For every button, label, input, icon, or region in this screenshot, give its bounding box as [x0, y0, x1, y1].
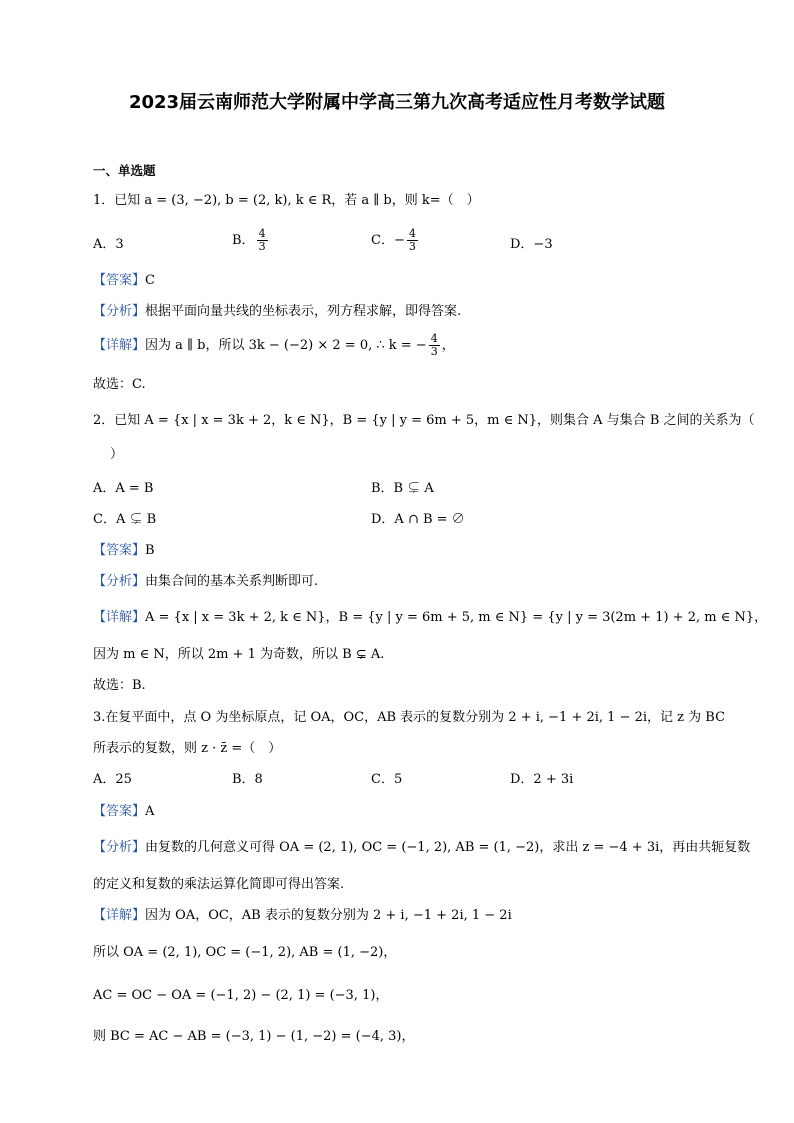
question-1-stem: 1．已知 a = (3, −2), b = (2, k), k ∈ R，若 a ∥ b，则 k=（ ） — [93, 193, 480, 208]
question-3-stem-cont: 所表示的复数，则 z · z̄ =（ ） — [93, 741, 282, 756]
q3-option-a: A．25 — [93, 772, 132, 787]
detail-tag: 【详解】 — [93, 610, 146, 625]
q1-option-a: A．3 — [93, 237, 124, 252]
q3-analysis-2: 的定义和复数的乘法运算化简即可得出答案. — [93, 877, 345, 892]
q1-analysis: 【分析】根据平面向量共线的坐标表示，列方程求解，即得答案. — [93, 304, 462, 319]
q1-option-b-fraction: $\frac{4}{3}$ — [258, 227, 266, 253]
q2-option-a: A．A = B — [93, 481, 154, 496]
analysis-tag: 【分析】 — [93, 840, 146, 855]
q1-option-d: D．−3 — [510, 237, 553, 252]
q2-analysis: 【分析】由集合间的基本关系判断即可. — [93, 574, 319, 589]
analysis-tag: 【分析】 — [93, 304, 146, 319]
detail-tag: 【详解】 — [93, 908, 146, 923]
answer-tag: 【答案】 — [93, 804, 146, 819]
q2-option-d: D．A ∩ B = ∅ — [371, 512, 465, 527]
q3-analysis: 【分析】由复数的几何意义可得 OA = (2, 1), OC = (−1, 2), AB = (1, −2)，求出 z = −4 + 3i，再由共轭复数 — [93, 840, 751, 855]
analysis-tag: 【分析】 — [93, 574, 146, 589]
q3-detail-3: AC = OC − OA = (−1, 2) − (2, 1) = (−3, 1)， — [93, 988, 389, 1003]
q2-conclusion: 故选：B. — [93, 678, 146, 693]
answer-tag: 【答案】 — [93, 273, 146, 288]
q3-option-b: B．8 — [232, 772, 263, 787]
question-3-stem: 3.在复平面中，点 O 为坐标原点，记 OA，OC，AB 表示的复数分别为 2 + i, −1 + 2i, 1 − 2i，记 z 为 BC — [93, 710, 726, 725]
q1-detail-fraction: $\frac{4}{3}$ — [430, 332, 438, 358]
q3-answer: 【答案】A — [93, 804, 155, 819]
q1-option-b: B． $\frac{4}{3}$ — [232, 227, 266, 253]
q1-conclusion: 故选：C. — [93, 377, 146, 392]
q2-detail-2: 因为 m ∈ N，所以 2m + 1 为奇数，所以 B ⊊ A. — [93, 647, 385, 662]
page-title: 2023届云南师范大学附属中学高三第九次高考适应性月考数学试题 — [128, 92, 666, 113]
question-2-stem-cont: ） — [110, 447, 124, 462]
q3-detail: 【详解】因为 OA，OC，AB 表示的复数分别为 2 + i, −1 + 2i, 1 − 2i — [93, 908, 512, 923]
q1-option-c: C．− $\frac{4}{3}$ — [371, 227, 416, 253]
q1-detail: 【详解】因为 a ∥ b，所以 3k − (−2) × 2 = 0, ∴ k = − $\frac{4}{3}$ ， — [93, 332, 455, 358]
section-heading: 一、单选题 — [93, 163, 156, 178]
q2-option-c: C．A ⊊ B — [93, 512, 157, 527]
q3-detail-2: 所以 OA = (2, 1), OC = (−1, 2), AB = (1, −2)， — [93, 945, 397, 960]
q1-option-c-fraction: $\frac{4}{3}$ — [408, 227, 416, 253]
answer-tag: 【答案】 — [93, 543, 146, 558]
question-2-stem: 2．已知 A = {x | x = 3k + 2，k ∈ N}，B = {y | y = 6m + 5，m ∈ N}，则集合 A 与集合 B 之间的关系为（ — [93, 413, 755, 428]
q2-detail: 【详解】A = {x | x = 3k + 2, k ∈ N}，B = {y | y = 6m + 5, m ∈ N} = {y | y = 3(2m + 1) + 2, m ∈ N}， — [93, 610, 768, 625]
q2-option-b: B．B ⊊ A — [371, 481, 434, 496]
q3-option-c: C．5 — [371, 772, 403, 787]
q3-detail-4: 则 BC = AC − AB = (−3, 1) − (1, −2) = (−4, 3)， — [93, 1029, 415, 1044]
detail-tag: 【详解】 — [93, 338, 146, 353]
q2-answer: 【答案】B — [93, 543, 155, 558]
q3-option-d: D．2 + 3i — [510, 772, 574, 787]
q1-answer: 【答案】C — [93, 273, 155, 288]
